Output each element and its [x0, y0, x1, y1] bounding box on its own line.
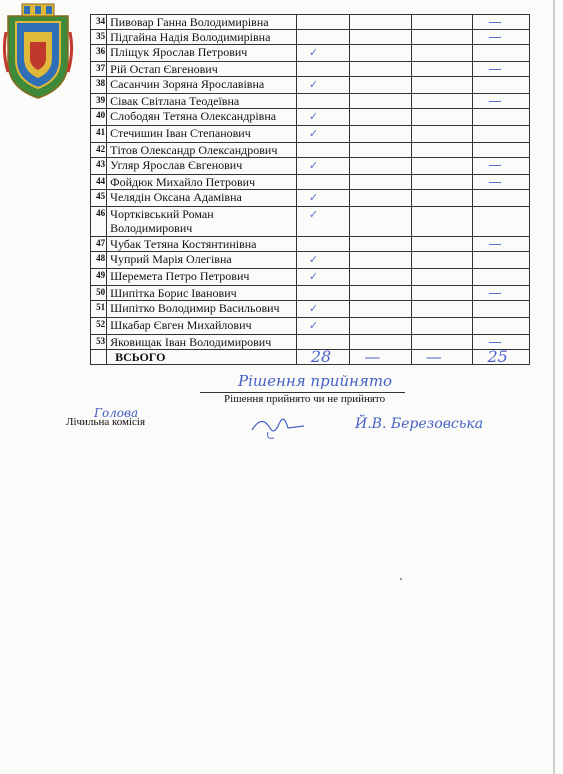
deputy-name: Слободян Тетяна Олександрівна [107, 109, 297, 126]
coat-of-arms-logo [2, 2, 74, 102]
vote-cell [296, 143, 349, 158]
dash-mark-icon [489, 293, 501, 294]
deputy-name: Підгайна Надія Володимирівна [107, 30, 297, 45]
row-number: 46 [91, 207, 107, 237]
deputy-name: Рій Остап Євгенович [107, 62, 297, 77]
vote-cell [296, 94, 349, 109]
check-mark-icon: ✓ [308, 191, 319, 204]
deputy-name: Чуприй Марія Олегівна [107, 252, 297, 269]
vote-cell [411, 143, 473, 158]
table-row [91, 126, 530, 143]
check-mark-icon: ✓ [308, 78, 319, 91]
vote-cell [411, 175, 473, 190]
vote-cell [473, 269, 530, 286]
vote-cell [411, 269, 473, 286]
deputy-name: Угляр Ярослав Євгенович [107, 158, 297, 175]
row-number: 38 [91, 77, 107, 94]
deputy-name: Стечишин Іван Степанович [107, 126, 297, 143]
vote-cell [411, 126, 473, 143]
vote-cell [296, 237, 349, 252]
table-row [91, 30, 530, 45]
vote-cell [296, 62, 349, 77]
vote-cell [350, 286, 412, 301]
vote-cell [411, 335, 473, 350]
row-number: 34 [91, 15, 107, 30]
dash-mark-icon [489, 244, 501, 245]
table-row [91, 335, 530, 350]
vote-cell [350, 175, 412, 190]
vote-cell [296, 175, 349, 190]
vote-cell [473, 45, 530, 62]
table-row [91, 252, 530, 269]
vote-cell [296, 286, 349, 301]
vote-cell [350, 158, 412, 175]
signature-name: Й.В. Березовська [355, 416, 484, 432]
decision-handwritten: Рішення прийнято [238, 372, 393, 390]
row-number: 45 [91, 190, 107, 207]
vote-cell [350, 45, 412, 62]
vote-cell [411, 109, 473, 126]
row-number: 44 [91, 175, 107, 190]
signature-scribble [248, 410, 312, 442]
table-row [91, 158, 530, 175]
vote-cell [350, 15, 412, 30]
total-num-cell [91, 350, 107, 365]
row-number: 40 [91, 109, 107, 126]
row-number: 50 [91, 286, 107, 301]
vote-cell [350, 30, 412, 45]
dash-mark-icon [489, 37, 501, 38]
vote-cell [473, 207, 530, 237]
decision-caption: Рішення прийнято чи не прийнято [224, 393, 386, 405]
vote-cell [296, 77, 349, 94]
dash-mark-icon [489, 22, 501, 23]
check-mark-icon: ✓ [308, 302, 319, 315]
vote-cell [411, 158, 473, 175]
total-value-1: 28 [296, 350, 349, 365]
vote-cell [296, 318, 349, 335]
vote-cell [473, 62, 530, 77]
vote-cell [296, 190, 349, 207]
row-number: 49 [91, 269, 107, 286]
table-row [91, 45, 530, 62]
vote-cell [350, 335, 412, 350]
vote-cell [296, 126, 349, 143]
check-mark-icon: ✓ [308, 208, 319, 221]
dash-mark-icon [489, 342, 501, 343]
vote-cell [350, 301, 412, 318]
deputy-name: Чортківський Роман Володимирович [107, 207, 297, 237]
vote-cell [411, 207, 473, 237]
vote-cell [411, 15, 473, 30]
table-row [91, 143, 530, 158]
vote-cell [473, 77, 530, 94]
deputy-name: Шеремета Петро Петрович [107, 269, 297, 286]
dash-mark-icon [489, 69, 501, 70]
row-number: 37 [91, 62, 107, 77]
row-number: 41 [91, 126, 107, 143]
total-value-4: 25 [473, 350, 530, 365]
vote-cell [473, 175, 530, 190]
vote-cell [411, 62, 473, 77]
table-row [91, 15, 530, 30]
vote-cell [350, 252, 412, 269]
dash-mark-icon [489, 165, 501, 166]
total-value-3: — [411, 350, 473, 365]
vote-cell [411, 286, 473, 301]
vote-cell [473, 158, 530, 175]
commission-label: Лічильна комісія [66, 416, 146, 428]
table-row [91, 109, 530, 126]
vote-cell [473, 30, 530, 45]
table-row [91, 190, 530, 207]
vote-cell [411, 77, 473, 94]
total-label: ВСЬОГО [107, 350, 297, 365]
deputy-name: Пліщук Ярослав Петрович [107, 45, 297, 62]
table-row [91, 207, 530, 237]
table-row [91, 94, 530, 109]
vote-cell [296, 301, 349, 318]
vote-cell [296, 252, 349, 269]
vote-cell [411, 190, 473, 207]
vote-cell [350, 237, 412, 252]
vote-cell [473, 94, 530, 109]
deputy-name: Шипітко Володимир Васильович [107, 301, 297, 318]
dash-mark-icon [489, 182, 501, 183]
table-row [91, 77, 530, 94]
deputy-name: Шкабар Євген Михайлович [107, 318, 297, 335]
vote-cell [350, 77, 412, 94]
vote-cell [411, 301, 473, 318]
row-number: 39 [91, 94, 107, 109]
row-number: 51 [91, 301, 107, 318]
row-number: 52 [91, 318, 107, 335]
vote-cell [296, 158, 349, 175]
page-edge [553, 0, 555, 774]
deputy-name: Фойдюк Михайло Петрович [107, 175, 297, 190]
row-number: 36 [91, 45, 107, 62]
row-number: 48 [91, 252, 107, 269]
table-row [91, 318, 530, 335]
row-number: 35 [91, 30, 107, 45]
voting-results-table [90, 14, 530, 365]
row-number: 43 [91, 158, 107, 175]
vote-cell [350, 190, 412, 207]
vote-cell [411, 237, 473, 252]
table-row [91, 62, 530, 77]
table-row [91, 175, 530, 190]
table-row [91, 237, 530, 252]
deputy-name: Тітов Олександр Олександрович [107, 143, 297, 158]
check-mark-icon: ✓ [308, 159, 319, 172]
vote-cell [350, 94, 412, 109]
vote-cell [411, 318, 473, 335]
vote-cell [296, 30, 349, 45]
vote-cell [411, 94, 473, 109]
vote-cell [473, 318, 530, 335]
vote-cell [296, 269, 349, 286]
vote-cell [411, 30, 473, 45]
vote-cell [350, 207, 412, 237]
deputy-name: Шипітка Борис Іванович [107, 286, 297, 301]
check-mark-icon: ✓ [308, 110, 319, 123]
vote-cell [350, 62, 412, 77]
deputy-name: Пивовар Ганна Володимирівна [107, 15, 297, 30]
vote-cell [350, 143, 412, 158]
check-mark-icon: ✓ [308, 127, 319, 140]
vote-cell [350, 109, 412, 126]
row-number: 42 [91, 143, 107, 158]
table-row [91, 269, 530, 286]
vote-cell [350, 126, 412, 143]
vote-cell [473, 126, 530, 143]
vote-cell [473, 190, 530, 207]
deputy-name: Яковищак Іван Володимирович [107, 335, 297, 350]
vote-cell [411, 45, 473, 62]
check-mark-icon: ✓ [308, 270, 319, 283]
vote-cell [296, 15, 349, 30]
row-number: 47 [91, 237, 107, 252]
deputy-name: Чубак Тетяна Костянтинівна [107, 237, 297, 252]
vote-cell [473, 252, 530, 269]
scan-speck [400, 578, 402, 580]
vote-cell [296, 207, 349, 237]
vote-cell [350, 269, 412, 286]
row-number: 53 [91, 335, 107, 350]
check-mark-icon: ✓ [308, 46, 319, 59]
vote-cell [473, 15, 530, 30]
table-row [91, 286, 530, 301]
vote-cell [473, 109, 530, 126]
vote-cell [473, 301, 530, 318]
dash-mark-icon [489, 101, 501, 102]
vote-cell [296, 109, 349, 126]
vote-cell [473, 237, 530, 252]
commission-handwritten: Голова [94, 406, 139, 420]
check-mark-icon: ✓ [308, 319, 319, 332]
check-mark-icon: ✓ [308, 253, 319, 266]
vote-cell [350, 318, 412, 335]
deputy-name: Челядін Оксана Адамівна [107, 190, 297, 207]
vote-cell [296, 45, 349, 62]
vote-cell [411, 252, 473, 269]
table-row [91, 301, 530, 318]
deputy-name: Сасанчин Зоряна Ярославівна [107, 77, 297, 94]
vote-cell [473, 143, 530, 158]
deputy-name: Сівак Світлана Теодеївна [107, 94, 297, 109]
vote-cell [473, 286, 530, 301]
total-row [91, 350, 530, 365]
total-value-2: — [350, 350, 412, 365]
